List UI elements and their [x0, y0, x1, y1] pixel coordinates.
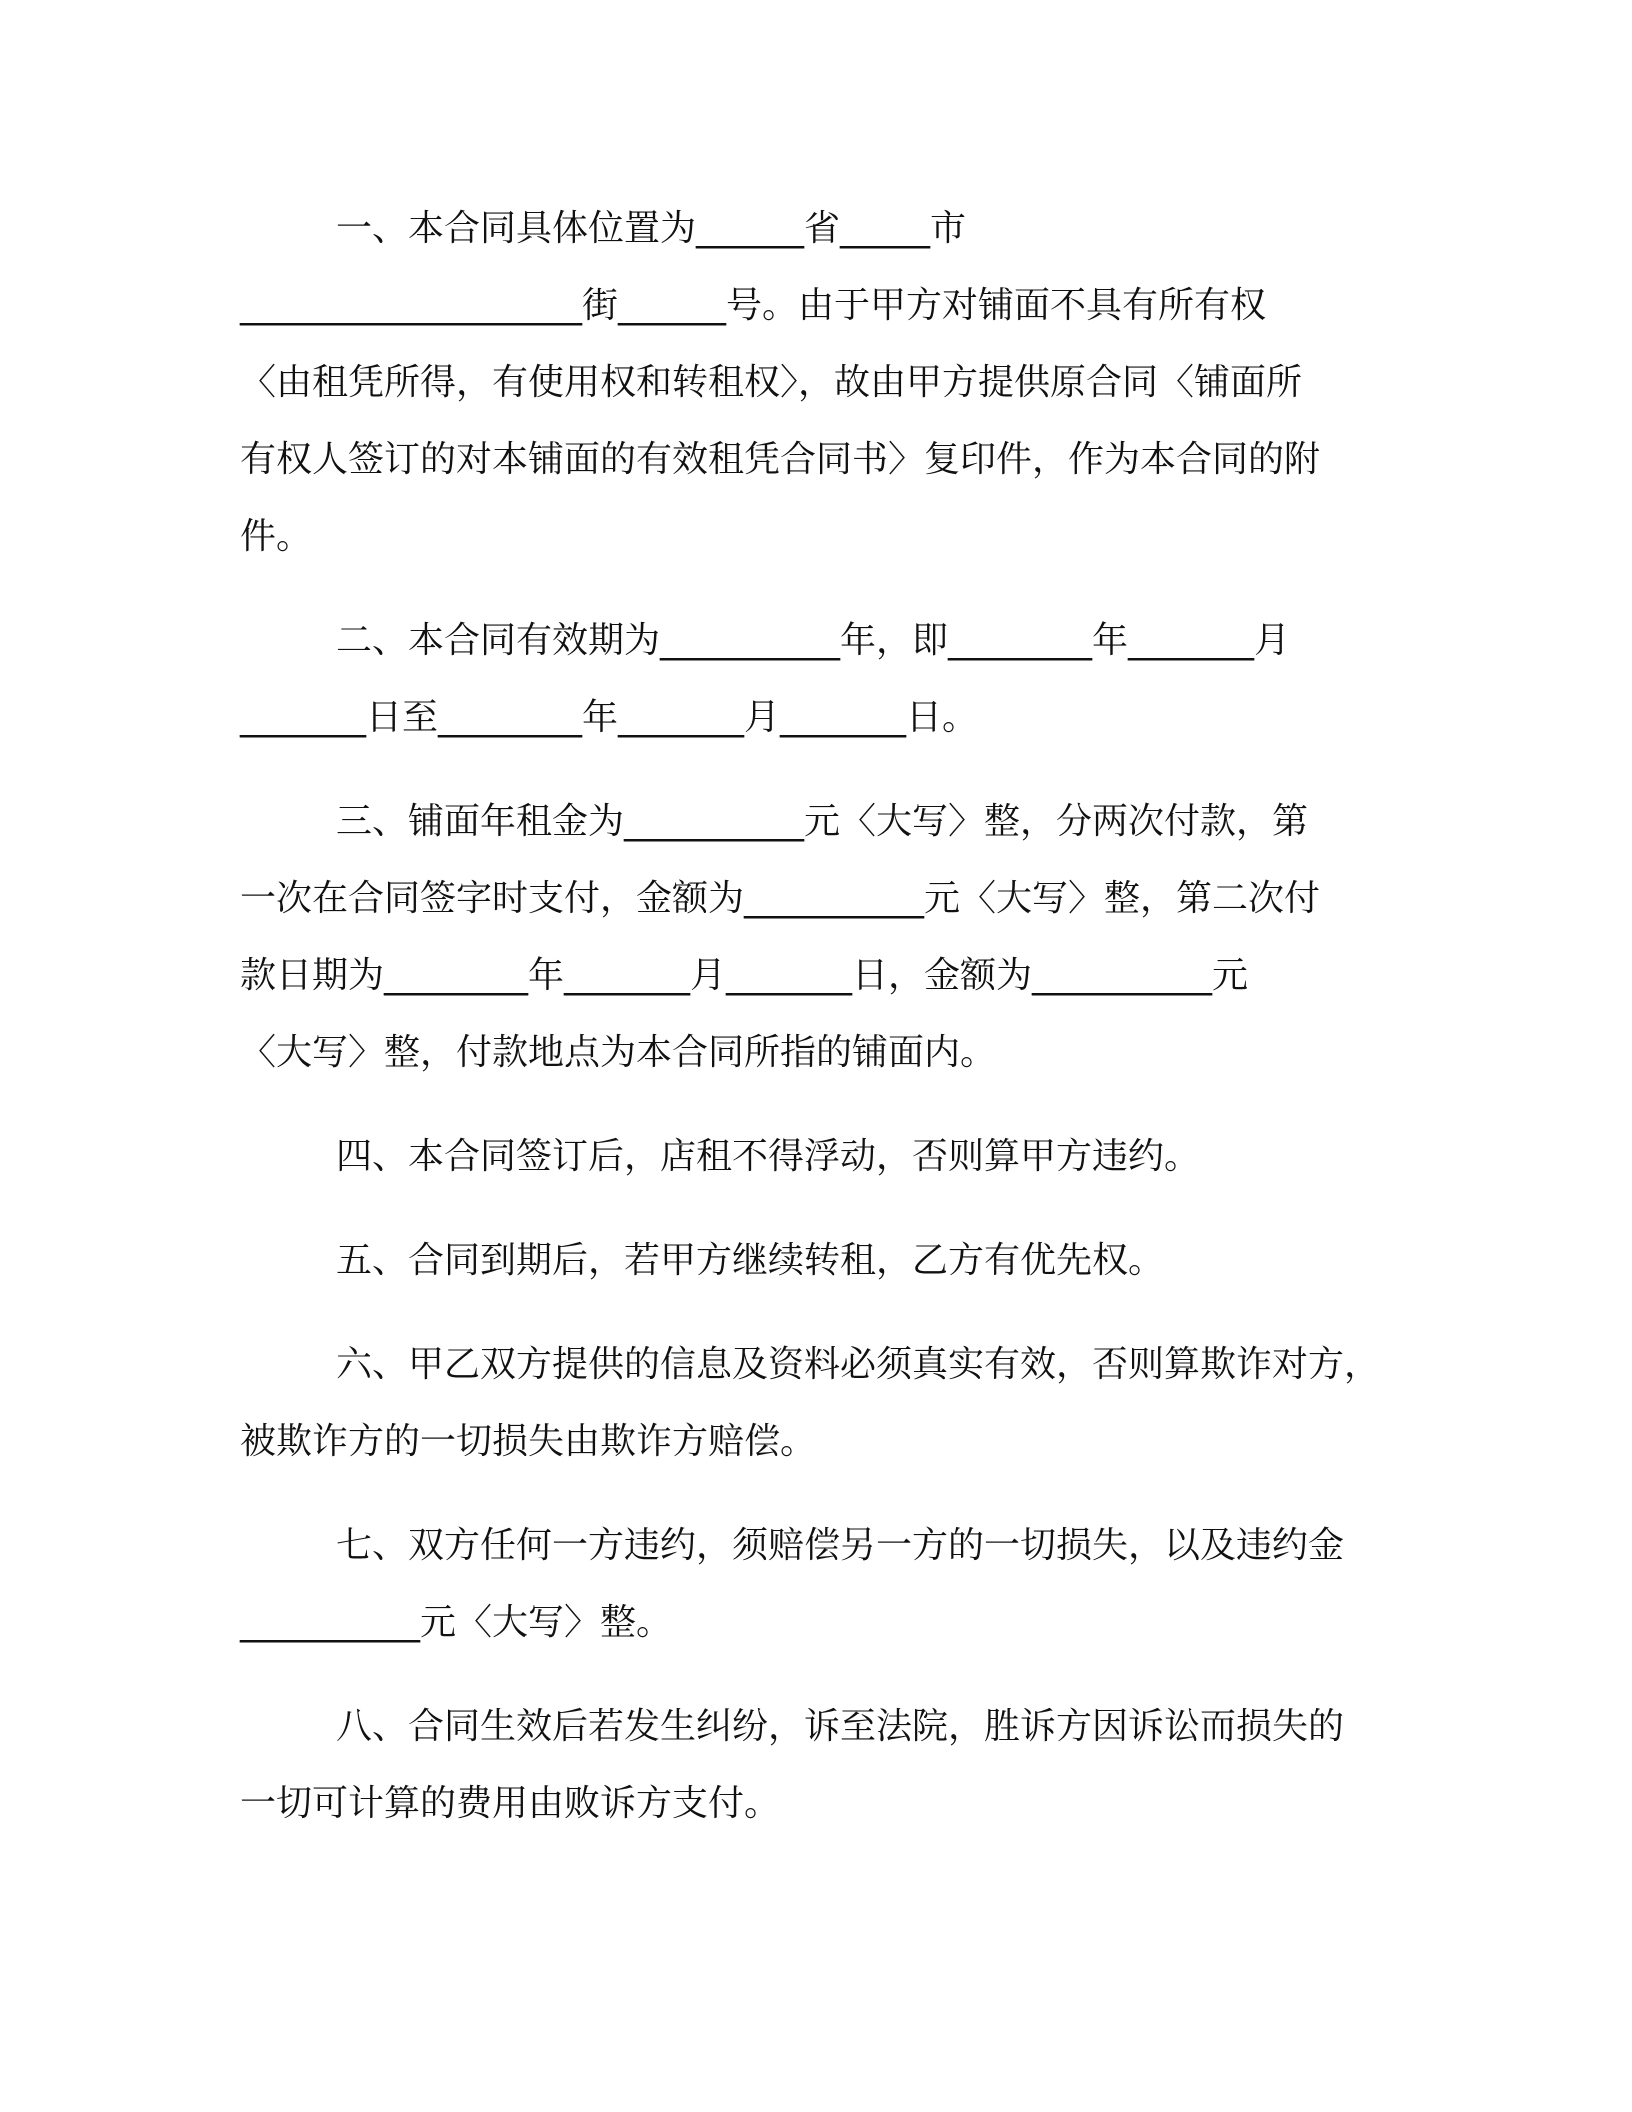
clause-line: 〈大写〉整，付款地点为本合同所指的铺面内。	[240, 1032, 997, 1073]
clause-4	[240, 1118, 1400, 1195]
clause-7	[240, 1507, 1400, 1661]
contract-body	[240, 190, 1400, 1869]
clause-line: 件。	[240, 516, 313, 557]
clause-line: _______日至________年_______月_______日。	[240, 697, 978, 738]
clause-line: ___________________街______号。由于甲方对铺面不具有所有权	[240, 285, 1267, 326]
clause-line: 被欺诈方的一切损失由欺诈方赔偿。	[240, 1421, 817, 1462]
clause-8	[240, 1688, 1400, 1842]
clause-3	[240, 783, 1400, 1091]
clause-5	[240, 1222, 1400, 1299]
clause-line: 款日期为________年_______月_______日，金额为__________元	[240, 955, 1249, 996]
clause-line: 有权人签订的对本铺面的有效租凭合同书〉复印件，作为本合同的附	[240, 439, 1321, 480]
clause-line: 八、合同生效后若发生纠纷，诉至法院，胜诉方因诉讼而损失的	[336, 1706, 1345, 1747]
clause-line: 一、本合同具体位置为______省_____市	[336, 208, 967, 249]
clause-line: __________元〈大写〉整。	[240, 1602, 673, 1643]
clause-line: 二、本合同有效期为__________年，即________年_______月	[336, 620, 1291, 661]
clause-line: 一次在合同签字时支付，金额为__________元〈大写〉整，第二次付	[240, 878, 1321, 919]
clause-line: 七、双方任何一方违约，须赔偿另一方的一切损失，以及违约金	[336, 1525, 1345, 1566]
clause-line: 六、甲乙双方提供的信息及资料必须真实有效，否则算欺诈对方，	[336, 1344, 1381, 1385]
clause-line: 三、铺面年租金为__________元〈大写〉整，分两次付款，第	[336, 801, 1309, 842]
clause-line: 一切可计算的费用由败诉方支付。	[240, 1783, 781, 1824]
clause-line: 四、本合同签订后，店租不得浮动，否则算甲方违约。	[336, 1136, 1201, 1177]
clause-6	[240, 1326, 1400, 1480]
clause-2	[240, 602, 1400, 756]
clause-line: 〈由租凭所得，有使用权和转租权〉，故由甲方提供原合同〈铺面所	[240, 362, 1303, 403]
clause-line: 五、合同到期后，若甲方继续转租，乙方有优先权。	[336, 1240, 1165, 1281]
clause-1	[240, 190, 1400, 575]
